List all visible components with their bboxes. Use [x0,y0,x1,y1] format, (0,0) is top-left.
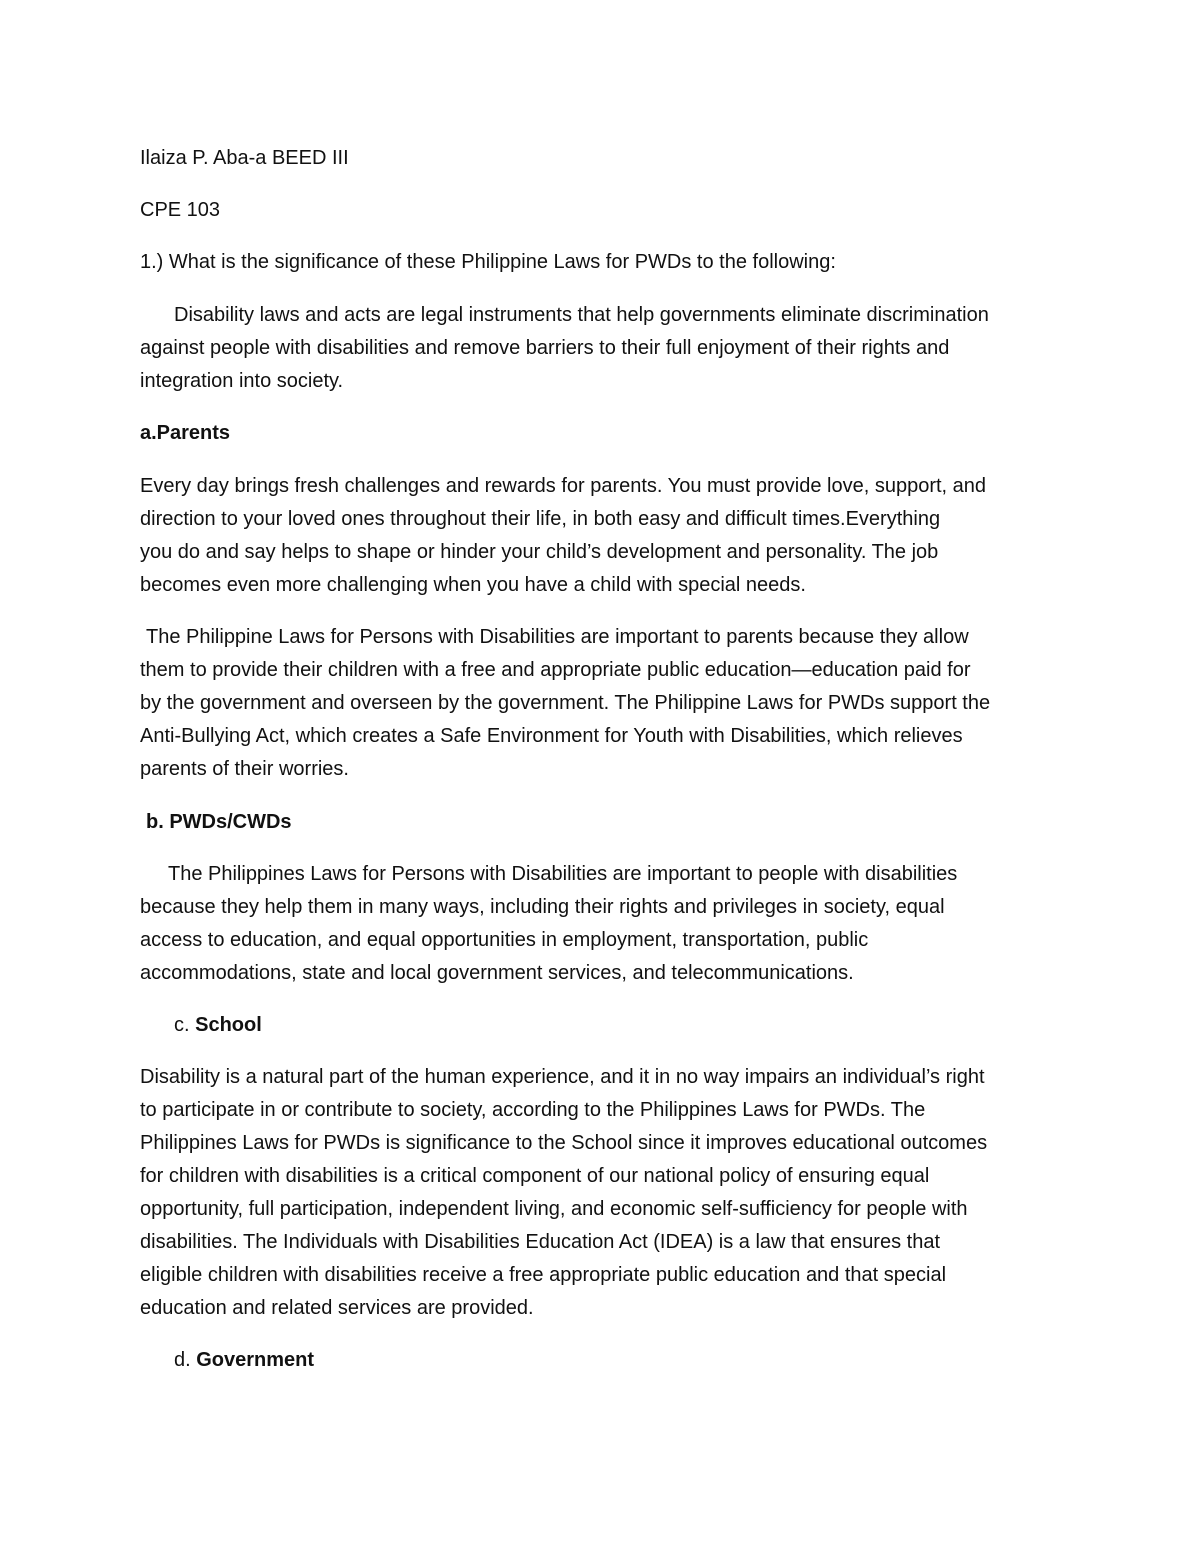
section-b-heading: b. PWDs/CWDs [146,811,292,833]
intro-line: against people with disabilities and remove barriers to their full enjoyment of their rights and [140,337,950,359]
section-d-title: Government [196,1349,315,1371]
section-d-heading [174,1348,314,1372]
paragraph-line: becomes even more challenging when you have a child with special needs. [140,574,806,596]
paragraph-line: education and related services are provided. [140,1297,534,1319]
paragraph-line: for children with disabilities is a critical component of our national policy of ensuring equal [140,1165,930,1187]
paragraph-line: The Philippine Laws for Persons with Disabilities are important to parents because they allow [146,626,969,648]
paragraph-line: opportunity, full participation, independent living, and economic self-sufficiency for people with [140,1198,968,1220]
question-heading: 1.) What is the significance of these Philippine Laws for PWDs to the following: [140,251,836,273]
paragraph-line: access to education, and equal opportunities in employment, transportation, public [140,929,869,951]
paragraph-line: them to provide their children with a free and appropriate public education—education paid for [140,659,971,681]
paragraph-line: eligible children with disabilities receive a free appropriate public education and that special [140,1264,947,1286]
intro-line: integration into society. [140,370,344,392]
section-c-title: School [195,1014,262,1036]
paragraph-line: to participate in or contribute to society, according to the Philippines Laws for PWDs. The [140,1099,926,1121]
paragraph-line: Disability is a natural part of the human experience, and it in no way impairs an individual’s right [140,1066,985,1088]
course-code: CPE 103 [140,199,221,221]
author-line: Ilaiza P. Aba-a BEED III [140,147,349,169]
paragraph-line: disabilities. The Individuals with Disabilities Education Act (IDEA) is a law that ensures that [140,1231,941,1253]
paragraph-line: The Philippines Laws for Persons with Disabilities are important to people with disabilities [168,863,958,885]
paragraph-line: you do and say helps to shape or hinder your child’s development and personality. The job [140,541,939,563]
intro-line: Disability laws and acts are legal instruments that help governments eliminate discrimination [174,304,989,326]
paragraph-line: Every day brings fresh challenges and rewards for parents. You must provide love, support, and [140,475,987,497]
section-a-heading: a.Parents [140,422,231,444]
section-c-prefix: c. [174,1014,190,1036]
paragraph-line: Anti-Bullying Act, which creates a Safe Environment for Youth with Disabilities, which relieves [140,725,963,747]
paragraph-line: direction to your loved ones throughout their life, in both easy and difficult times.Everything [140,508,941,530]
section-c-heading [174,1013,262,1037]
section-d-prefix: d. [174,1349,191,1371]
paragraph-line: Philippines Laws for PWDs is significance to the School since it improves educational outcomes [140,1132,988,1154]
paragraph-line: parents of their worries. [140,758,349,780]
paragraph-line: accommodations, state and local government services, and telecommunications. [140,962,854,984]
paragraph-line: because they help them in many ways, including their rights and privileges in society, equal [140,896,945,918]
paragraph-line: by the government and overseen by the government. The Philippine Laws for PWDs support the [140,692,991,714]
